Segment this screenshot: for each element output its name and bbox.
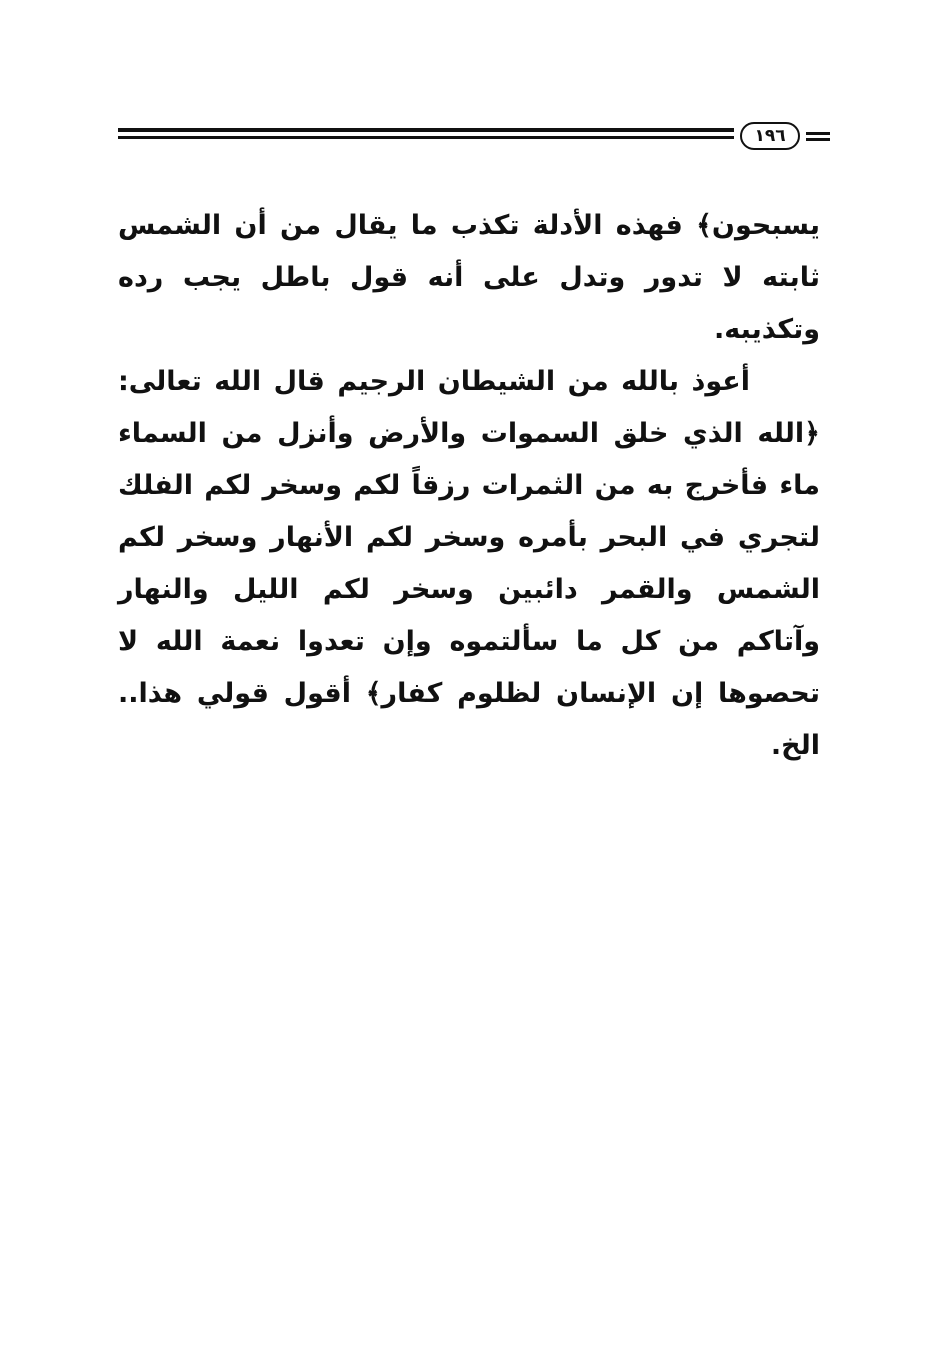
page-body xyxy=(118,200,820,772)
header-rule xyxy=(118,128,734,140)
header-stub-line-top xyxy=(806,132,830,135)
paragraph-verse: أعوذ بالله من الشيطان الرجيم قال الله تعالى: ﴿الله الذي خلق السموات والأرض وأنزل من السماء ماء فأخرج به من الثمرات رزقاً لكم وسخر لكم الفلك لتجري في البحر بأمره وسخر لكم الأنهار وسخر لكم الشمس والقمر دائبين وسخر لكم الليل والنهار وآتاكم من كل ما سألتموه وإن تعدوا نعمة الله لا تحصوها إن الإنسان لظلوم كفار﴾ أقول قولي هذا.. الخ. xyxy=(118,366,820,761)
header-rule-stub xyxy=(806,132,830,140)
header-rule-thin-line xyxy=(118,136,734,139)
header-stub-line-bottom xyxy=(806,138,830,141)
paragraph-continuation: يسبحون﴾ فهذه الأدلة تكذب ما يقال من أن الشمس ثابته لا تدور وتدل على أنه قول باطل يجب رده وتكذيبه. xyxy=(118,210,820,345)
page-number: ١٩٦ xyxy=(740,122,800,150)
page-header xyxy=(118,122,830,152)
header-rule-thick-line xyxy=(118,128,734,132)
